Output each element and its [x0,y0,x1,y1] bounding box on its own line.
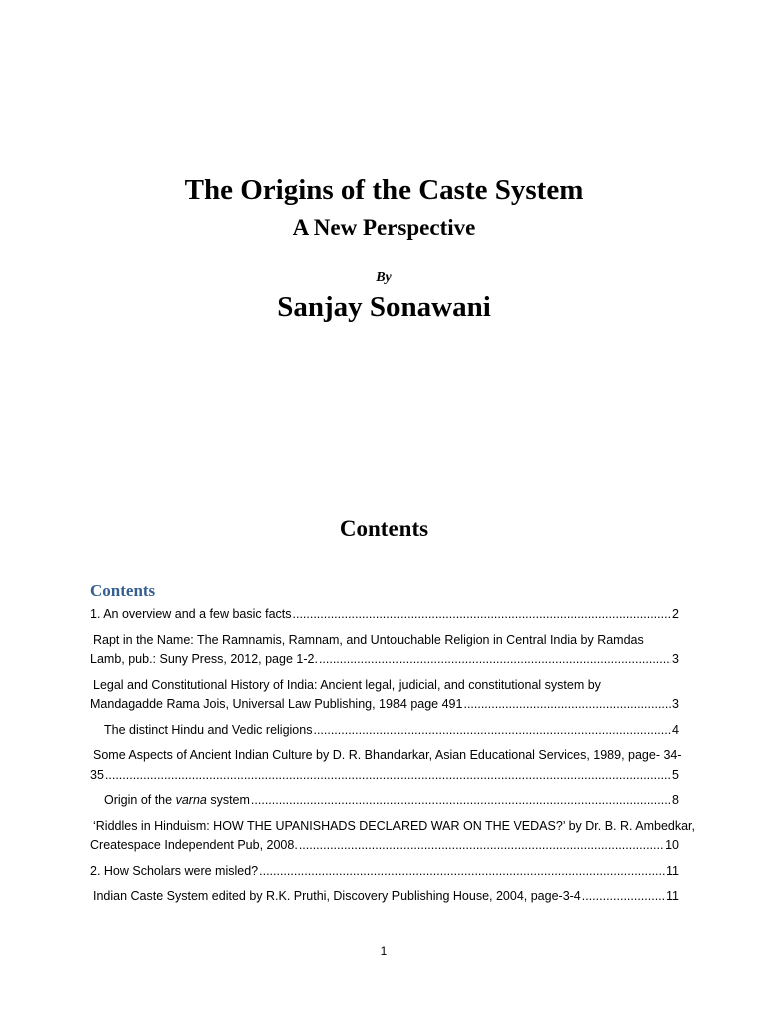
toc-leader [105,766,671,786]
toc-leader [582,887,665,907]
toc-entry-text: 35 [90,767,104,782]
toc-leader [319,650,671,670]
toc-entry-page: 10 [665,838,679,852]
toc-entry-page: 2 [672,607,679,621]
toc-entry-page: 11 [666,889,679,903]
toc-entry-text-post: system [206,793,250,807]
toc-entry-page: 4 [672,722,679,737]
toc-entry-line: ‘Riddles in Hinduism: HOW THE UPANISHADS DECLARED WAR ON THE VEDAS?’ by Dr. B. R. Ambedkar, [93,818,696,833]
toc-leader [293,605,672,625]
toc-entry[interactable] [90,746,682,785]
toc-entry[interactable] [90,605,679,625]
toc-entry[interactable] [90,631,679,670]
toc-entry[interactable] [90,676,679,715]
by-label: By [376,270,392,285]
toc-entry-text: Mandagadde Rama Jois, Universal Law Publishing, 1984 page 491 [90,697,463,711]
toc-entry-page: 3 [672,697,679,711]
toc-entry[interactable] [90,817,696,856]
toc-entry-text: The distinct Hindu and Vedic religions [104,722,313,737]
toc-entry[interactable] [90,862,679,882]
toc-entry-text [104,791,250,811]
toc-entry-text-pre: Origin of the [104,793,176,807]
document-subtitle: A New Perspective [292,215,476,240]
toc-leader [251,791,671,811]
toc-entry[interactable] [90,791,679,811]
toc-entry-text: Createspace Independent Pub, 2008. [90,838,298,852]
toc-entry[interactable] [90,721,679,741]
author-name: Sanjay Sonawani [277,291,491,323]
toc-entry-line: Legal and Constitutional History of India: Ancient legal, judicial, and constitutional system by [93,677,601,692]
toc-entry-line: Rapt in the Name: The Ramnamis, Ramnam, and Untouchable Religion in Central India by Ramdas [93,632,644,647]
table-of-contents [90,605,696,913]
toc-entry-text: 1. An overview and a few basic facts [90,607,292,621]
document-title: The Origins of the Caste System [184,174,584,206]
toc-entry-page: 3 [672,652,679,666]
page-number: 1 [380,944,388,958]
toc-entry-page: 8 [672,793,679,807]
toc-entry-text-emphasis: varna [175,793,207,807]
toc-heading: Contents [90,581,156,600]
toc-entry[interactable] [90,887,679,907]
toc-leader [299,836,664,856]
toc-leader [463,695,671,715]
toc-leader [259,862,665,882]
contents-title: Contents [339,516,429,541]
toc-leader [313,721,671,741]
toc-entry-text: Indian Caste System edited by R.K. Pruthi, Discovery Publishing House, 2004, page-3-4 [93,889,581,903]
toc-entry-text: 2. How Scholars were misled? [90,863,259,878]
toc-entry-text: Lamb, pub.: Suny Press, 2012, page 1-2. [90,652,318,666]
toc-entry-page: 5 [672,767,679,782]
toc-entry-line: Some Aspects of Ancient Indian Culture by D. R. Bhandarkar, Asian Educational Services, 1989, page- 34- [93,748,682,762]
toc-entry-page: 11 [666,863,679,878]
